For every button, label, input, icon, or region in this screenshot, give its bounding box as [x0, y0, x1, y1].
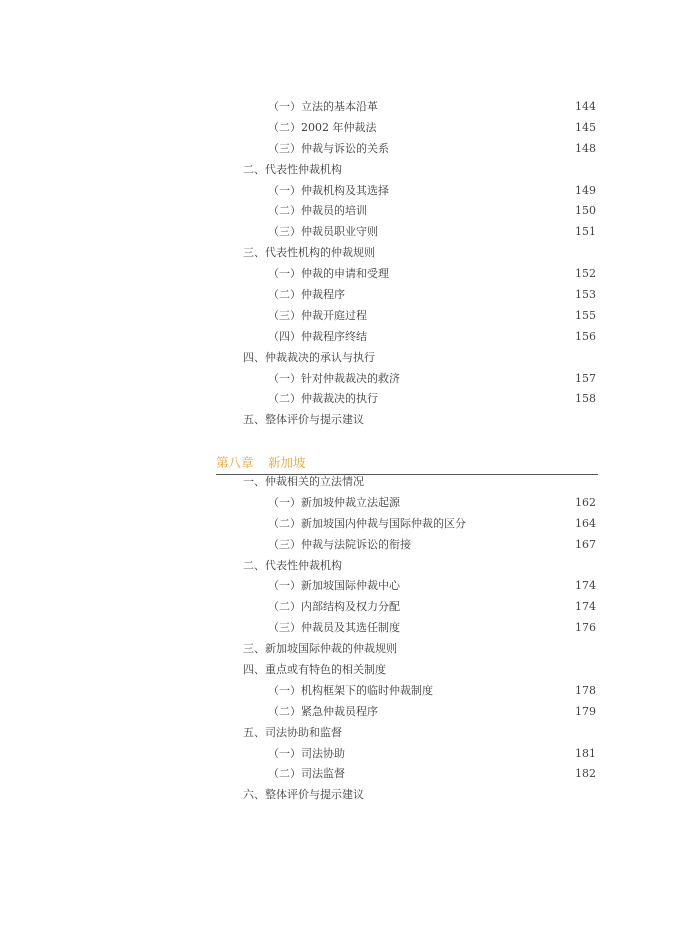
- toc-page-number: 181: [575, 746, 596, 760]
- toc-subsection-entry[interactable]: [0, 493, 700, 514]
- toc-entry-label: （二）2002 年仲裁法: [268, 120, 377, 134]
- toc-entry-label: 四、重点或有特色的相关制度: [243, 663, 386, 677]
- toc-subsection-entry[interactable]: [0, 181, 700, 202]
- toc-entry-label: （一）针对仲裁裁决的救济: [268, 371, 400, 385]
- toc-entry-label: 二、代表性仲裁机构: [243, 162, 342, 176]
- toc-page-number: 145: [575, 120, 596, 134]
- toc-entry-label: 一、仲裁相关的立法情况: [243, 475, 364, 488]
- toc-entry-label: （四）仲裁程序终结: [268, 329, 367, 343]
- toc-subsection-entry[interactable]: [0, 514, 700, 535]
- toc-page-number: 179: [575, 704, 596, 718]
- toc-page-number: 144: [575, 100, 596, 113]
- toc-section-entry[interactable]: [0, 639, 700, 660]
- toc-subsection-entry[interactable]: [0, 597, 700, 618]
- toc-page-number: 157: [575, 371, 596, 385]
- toc-page-number: 158: [575, 392, 596, 406]
- toc-page-number: 178: [575, 683, 596, 697]
- toc-page-number: 151: [575, 225, 596, 239]
- toc-entry-label: 四、仲裁裁决的承认与执行: [243, 350, 375, 364]
- toc-entry-label: 三、新加坡国际仲裁的仲裁规则: [243, 642, 397, 656]
- toc-section-entry[interactable]: [0, 785, 700, 806]
- toc-subsection-entry[interactable]: [0, 306, 700, 327]
- toc-entry-label: （三）仲裁员及其选任制度: [268, 621, 400, 635]
- toc-chapter-list: [0, 472, 700, 806]
- toc-entry-label: （三）仲裁开庭过程: [268, 308, 367, 322]
- toc-subsection-entry[interactable]: [0, 327, 700, 348]
- toc-section-entry[interactable]: [0, 160, 700, 181]
- toc-page-number: 167: [575, 537, 596, 551]
- chapter-title: 新加坡: [268, 455, 306, 470]
- toc-subsection-entry[interactable]: [0, 139, 700, 160]
- toc-top-list: [0, 97, 700, 431]
- toc-page-number: 155: [575, 308, 596, 322]
- toc-entry-label: （二）内部结构及权力分配: [268, 600, 400, 614]
- toc-entry-label: 五、整体评价与提示建议: [243, 413, 364, 427]
- toc-subsection-entry[interactable]: [0, 535, 700, 556]
- toc-section-entry[interactable]: [0, 723, 700, 744]
- toc-subsection-entry[interactable]: [0, 702, 700, 723]
- toc-page-number: 176: [575, 621, 596, 635]
- toc-subsection-entry[interactable]: [0, 118, 700, 139]
- toc-page-number: 148: [575, 141, 596, 155]
- toc-subsection-entry[interactable]: [0, 744, 700, 765]
- toc-page-number: 182: [575, 767, 596, 781]
- toc-section-entry[interactable]: [0, 660, 700, 681]
- toc-subsection-entry[interactable]: [0, 389, 700, 410]
- toc-page-number: 153: [575, 288, 596, 302]
- toc-entry-label: 五、司法协助和监督: [243, 725, 342, 739]
- toc-page-number: 164: [575, 516, 596, 530]
- toc-entry-label: （二）仲裁员的培训: [268, 204, 367, 218]
- toc-entry-label: 三、代表性机构的仲裁规则: [243, 246, 375, 260]
- toc-subsection-entry[interactable]: [0, 681, 700, 702]
- toc-entry-label: （一）司法协助: [268, 746, 345, 760]
- toc-section-entry[interactable]: [0, 472, 700, 493]
- toc-section-entry[interactable]: [0, 556, 700, 577]
- toc-subsection-entry[interactable]: [0, 576, 700, 597]
- toc-subsection-entry[interactable]: [0, 201, 700, 222]
- toc-entry-label: （三）仲裁与法院诉讼的衔接: [268, 537, 411, 551]
- toc-page-number: 162: [575, 495, 596, 509]
- toc-page-number: 156: [575, 329, 596, 343]
- toc-entry-label: （一）仲裁的申请和受理: [268, 267, 389, 281]
- toc-entry-label: （三）仲裁员职业守则: [268, 225, 378, 239]
- toc-entry-label: （一）立法的基本沿革: [268, 100, 378, 113]
- toc-section-entry[interactable]: [0, 410, 700, 431]
- toc-subsection-entry[interactable]: [0, 764, 700, 785]
- toc-entry-label: （三）仲裁与诉讼的关系: [268, 141, 389, 155]
- chapter-number: 第八章: [216, 455, 254, 470]
- toc-entry-label: （一）新加坡国际仲裁中心: [268, 579, 400, 593]
- toc-page-number: 149: [575, 183, 596, 197]
- toc-entry-label: （一）仲裁机构及其选择: [268, 183, 389, 197]
- toc-page-number: 152: [575, 267, 596, 281]
- toc-entry-label: （二）新加坡国内仲裁与国际仲裁的区分: [268, 516, 466, 530]
- toc-entry-label: （二）仲裁裁决的执行: [268, 392, 378, 406]
- toc-subsection-entry[interactable]: [0, 618, 700, 639]
- toc-page-number: 174: [575, 579, 596, 593]
- toc-subsection-entry[interactable]: [0, 222, 700, 243]
- toc-page-number: 174: [575, 600, 596, 614]
- toc-subsection-entry[interactable]: [0, 369, 700, 390]
- toc-subsection-entry[interactable]: [0, 97, 700, 118]
- toc-entry-label: （一）机构框架下的临时仲裁制度: [268, 683, 433, 697]
- toc-entry-label: （一）新加坡仲裁立法起源: [268, 495, 400, 509]
- toc-entry-label: （二）仲裁程序: [268, 288, 345, 302]
- toc-subsection-entry[interactable]: [0, 285, 700, 306]
- toc-section-entry[interactable]: [0, 348, 700, 369]
- toc-subsection-entry[interactable]: [0, 264, 700, 285]
- toc-entry-label: （二）紧急仲裁员程序: [268, 704, 378, 718]
- toc-entry-label: （二）司法监督: [268, 767, 345, 781]
- toc-section-entry[interactable]: [0, 243, 700, 264]
- toc-entry-label: 六、整体评价与提示建议: [243, 788, 364, 802]
- toc-page-number: 150: [575, 204, 596, 218]
- toc-entry-label: 二、代表性仲裁机构: [243, 558, 342, 572]
